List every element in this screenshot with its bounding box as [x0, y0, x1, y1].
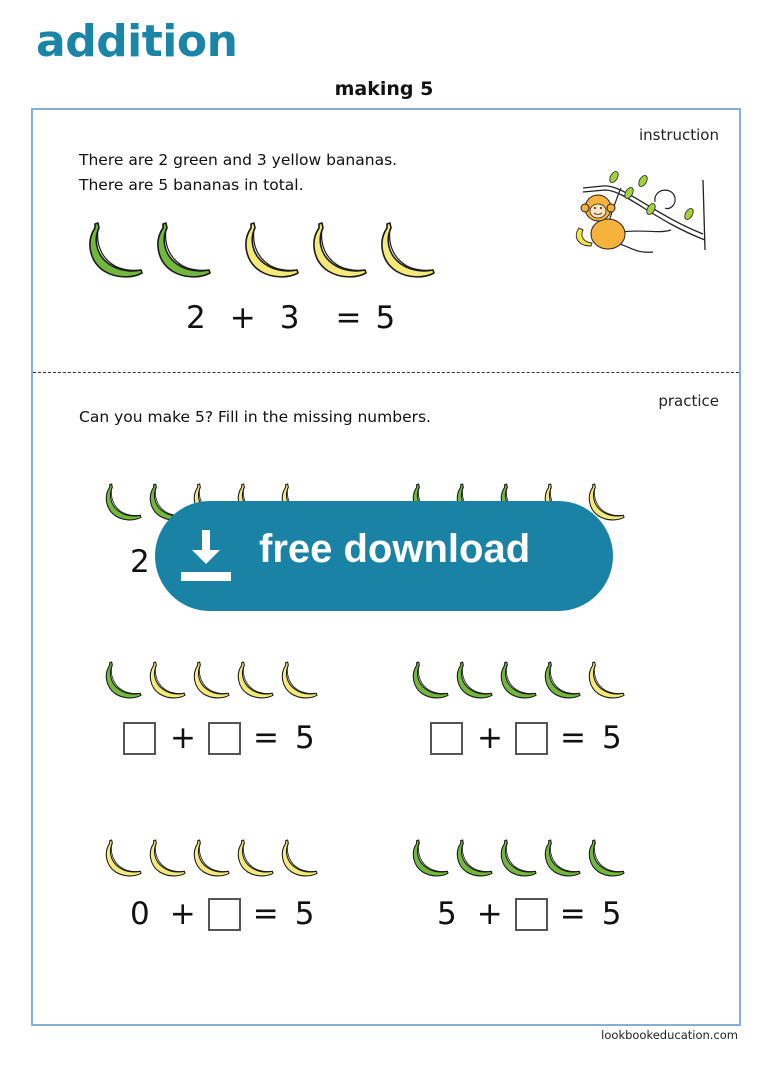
equals-sign: =	[252, 896, 279, 932]
green-banana-icon	[498, 660, 538, 700]
exercise-1-equation	[130, 544, 150, 580]
exercise-6-banana-row	[410, 838, 626, 878]
yellow-banana-icon	[235, 660, 275, 700]
free-download-button[interactable]	[155, 501, 613, 611]
answer-box-a[interactable]	[430, 722, 463, 755]
yellow-banana-icon	[586, 660, 626, 700]
exercise-4-banana-row	[410, 660, 626, 700]
green-banana-icon	[498, 838, 538, 878]
practice-prompt: Can you make 5? Fill in the missing numbers.	[79, 408, 431, 426]
plus-sign: +	[477, 720, 503, 756]
green-banana-icon	[454, 838, 494, 878]
yellow-banana-icon	[309, 220, 369, 280]
yellow-banana-icon	[377, 220, 437, 280]
sum-result: 5	[601, 720, 622, 756]
answer-box-b[interactable]	[515, 898, 548, 931]
green-banana-icon	[454, 660, 494, 700]
yellow-banana-icon	[279, 838, 319, 878]
exercise-5-equation	[130, 896, 314, 932]
exercise-5-banana-row	[103, 838, 319, 878]
instruction-line-1: There are 2 green and 3 yellow bananas.	[79, 151, 398, 169]
download-icon	[179, 530, 233, 582]
green-banana-icon	[103, 660, 143, 700]
green-banana-icon	[586, 838, 626, 878]
plus-sign: +	[170, 720, 196, 756]
footer-url[interactable]: lookbookeducation.com	[601, 1028, 738, 1042]
plus-sign: +	[476, 896, 503, 932]
addend-a: 2	[186, 300, 206, 336]
plus-sign: +	[169, 896, 196, 932]
equals-sign: =	[252, 720, 279, 756]
instruction-tag: instruction	[638, 126, 719, 144]
yellow-banana-icon	[103, 838, 143, 878]
answer-box-b[interactable]	[208, 722, 241, 755]
sum-result: 5	[601, 896, 622, 932]
green-banana-icon	[85, 220, 145, 280]
green-banana-icon	[153, 220, 213, 280]
exercise-3-banana-row	[103, 660, 319, 700]
yellow-banana-icon	[279, 660, 319, 700]
yellow-banana-icon	[191, 838, 231, 878]
addend-a: 5	[437, 896, 457, 932]
practice-tag: practice	[658, 392, 719, 410]
answer-box-b[interactable]	[208, 898, 241, 931]
instruction-equation	[186, 300, 395, 336]
free-download-label: free download	[259, 527, 531, 571]
answer-box-b[interactable]	[515, 722, 548, 755]
instruction-banana-row	[85, 220, 437, 280]
exercise-4-equation	[430, 720, 622, 756]
exercise-6-equation	[437, 896, 621, 932]
instruction-text	[79, 148, 397, 198]
addend-a: 0	[130, 896, 150, 932]
green-banana-icon	[103, 482, 143, 522]
addend-b: 3	[279, 300, 300, 336]
exercise-3-equation	[123, 720, 315, 756]
yellow-banana-icon	[235, 838, 275, 878]
sum-result: 5	[375, 300, 396, 336]
green-banana-icon	[410, 660, 450, 700]
section-divider	[33, 372, 739, 373]
yellow-banana-icon	[241, 220, 301, 280]
monkey-illustration-icon	[543, 164, 713, 254]
yellow-banana-icon	[147, 660, 187, 700]
answer-box-a[interactable]	[123, 722, 156, 755]
addend-a: 2	[130, 544, 150, 580]
instruction-line-2: There are 5 bananas in total.	[79, 176, 304, 194]
sum-result: 5	[294, 720, 315, 756]
equals-sign: =	[559, 896, 586, 932]
green-banana-icon	[410, 838, 450, 878]
equals-sign: =	[335, 300, 362, 336]
page-title: addition	[36, 16, 238, 67]
green-banana-icon	[542, 660, 582, 700]
equals-sign: =	[559, 720, 586, 756]
yellow-banana-icon	[147, 838, 187, 878]
yellow-banana-icon	[191, 660, 231, 700]
plus-sign: +	[229, 300, 256, 336]
sum-result: 5	[294, 896, 315, 932]
page-subtitle: making 5	[334, 78, 434, 100]
green-banana-icon	[542, 838, 582, 878]
